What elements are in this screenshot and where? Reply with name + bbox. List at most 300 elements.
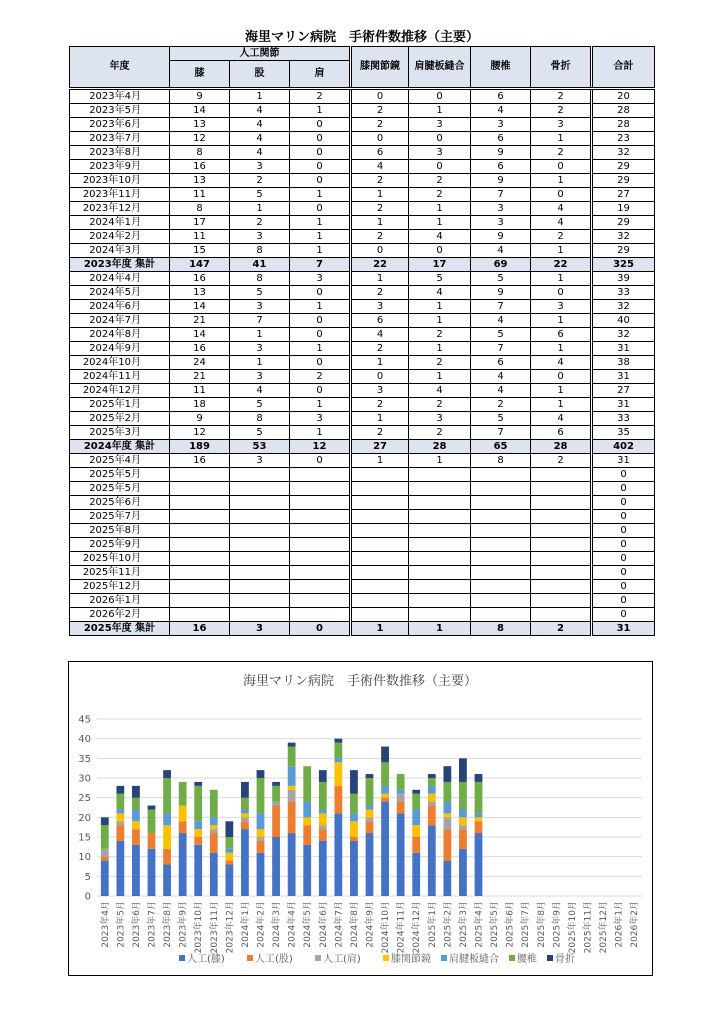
count-cell xyxy=(531,524,591,538)
count-cell xyxy=(170,566,230,580)
stacked-bar-chart xyxy=(69,662,652,975)
month-cell: 2023年10月 xyxy=(70,174,170,188)
bar-segment xyxy=(116,809,124,813)
count-cell: 6 xyxy=(471,160,531,174)
count-cell: 32 xyxy=(593,230,655,244)
header-rotator: 肩腱板縫合 xyxy=(409,47,471,89)
y-tick-label: 45 xyxy=(78,714,91,726)
count-cell: 1 xyxy=(409,370,471,384)
x-tick-label: 2023年8月 xyxy=(163,901,174,948)
count-cell: 2 xyxy=(352,230,409,244)
bar-segment xyxy=(381,762,389,786)
count-cell xyxy=(471,468,531,482)
count-cell xyxy=(352,552,409,566)
count-cell: 7 xyxy=(230,314,290,328)
count-cell: 1 xyxy=(290,342,350,356)
bar-segment xyxy=(443,802,451,814)
bar-segment xyxy=(116,841,124,896)
count-cell: 4 xyxy=(471,384,531,398)
bar-segment xyxy=(443,782,451,802)
bar-segment xyxy=(459,809,467,817)
y-tick-label: 10 xyxy=(78,852,91,864)
count-cell: 1 xyxy=(290,398,350,412)
bar-segment xyxy=(148,849,156,896)
count-cell: 2 xyxy=(471,398,531,412)
bar-segment xyxy=(475,817,483,821)
count-cell: 0 xyxy=(290,146,350,160)
count-cell: 9 xyxy=(471,230,531,244)
count-cell: 0 xyxy=(593,608,655,622)
table-row xyxy=(70,552,655,566)
count-cell xyxy=(409,552,471,566)
table-row xyxy=(70,244,655,258)
table-row xyxy=(70,482,655,496)
count-cell: 1 xyxy=(290,426,350,440)
count-cell: 5 xyxy=(471,328,531,342)
bar-segment xyxy=(163,825,171,849)
x-tick-label: 2023年4月 xyxy=(100,901,111,948)
count-cell: 0 xyxy=(290,454,350,468)
count-cell: 16 xyxy=(170,622,230,636)
bar-segment xyxy=(303,825,311,845)
header-knee: 膝 xyxy=(170,61,230,89)
count-cell: 3 xyxy=(290,272,350,286)
bar-segment xyxy=(475,821,483,833)
count-cell xyxy=(471,580,531,594)
count-cell: 31 xyxy=(593,398,655,412)
count-cell: 325 xyxy=(593,258,655,272)
count-cell: 2 xyxy=(290,89,350,104)
bar-segment xyxy=(210,825,218,829)
legend-swatch xyxy=(441,955,447,961)
count-cell: 0 xyxy=(593,552,655,566)
count-cell: 6 xyxy=(352,314,409,328)
count-cell: 9 xyxy=(471,146,531,160)
count-cell: 8 xyxy=(230,272,290,286)
table-row xyxy=(70,342,655,356)
month-cell: 2025年3月 xyxy=(70,426,170,440)
count-cell: 1 xyxy=(409,300,471,314)
count-cell: 4 xyxy=(230,118,290,132)
count-cell: 38 xyxy=(593,356,655,370)
x-tick-label: 2024年5月 xyxy=(303,901,314,948)
count-cell: 0 xyxy=(290,328,350,342)
chart-x-axis xyxy=(99,901,640,953)
bar-segment xyxy=(210,817,218,825)
count-cell: 2 xyxy=(352,398,409,412)
bar-segment xyxy=(225,821,233,837)
bar-segment xyxy=(366,806,374,810)
count-cell: 28 xyxy=(409,440,471,454)
count-cell: 5 xyxy=(230,398,290,412)
count-cell xyxy=(230,468,290,482)
month-cell: 2024年4月 xyxy=(70,272,170,286)
bar-segment xyxy=(459,782,467,810)
month-cell: 2023年12月 xyxy=(70,202,170,216)
count-cell: 189 xyxy=(170,440,230,454)
month-cell: 2025年8月 xyxy=(70,524,170,538)
bar-segment xyxy=(210,829,218,833)
count-cell: 16 xyxy=(170,272,230,286)
count-cell: 0 xyxy=(593,510,655,524)
bar-segment xyxy=(412,809,420,825)
month-cell: 2025年10月 xyxy=(70,552,170,566)
month-cell: 2025年5月 xyxy=(70,482,170,496)
count-cell xyxy=(409,608,471,622)
table-row xyxy=(70,496,655,510)
count-cell: 7 xyxy=(471,300,531,314)
count-cell: 2 xyxy=(531,230,591,244)
x-tick-label: 2025年3月 xyxy=(458,901,469,948)
summary-row xyxy=(70,440,655,454)
table-row xyxy=(70,426,655,440)
bar-segment xyxy=(116,825,124,841)
count-cell xyxy=(409,580,471,594)
x-tick-label: 2025年4月 xyxy=(474,901,485,948)
table-row xyxy=(70,398,655,412)
count-cell: 0 xyxy=(531,188,591,202)
chart-title: 海里マリン病院 手術件数推移（主要） xyxy=(242,674,478,689)
bar-segment xyxy=(257,813,265,829)
count-cell: 1 xyxy=(230,202,290,216)
bar-segment xyxy=(412,853,420,896)
bar-segment xyxy=(475,813,483,817)
count-cell xyxy=(230,482,290,496)
count-cell xyxy=(170,524,230,538)
month-cell: 2025年9月 xyxy=(70,538,170,552)
bar-segment xyxy=(412,825,420,837)
bar-segment xyxy=(194,786,202,821)
bar-segment xyxy=(319,825,327,829)
x-tick-label: 2026年2月 xyxy=(630,901,641,948)
bar-segment xyxy=(163,770,171,778)
bar-segment xyxy=(428,794,436,802)
count-cell: 65 xyxy=(471,440,531,454)
bar-segment xyxy=(101,857,109,861)
count-cell: 53 xyxy=(230,440,290,454)
bar-segment xyxy=(210,790,218,818)
table-row xyxy=(70,524,655,538)
bar-segment xyxy=(428,774,436,778)
table-row xyxy=(70,580,655,594)
bar-segment xyxy=(225,849,233,853)
month-cell: 2024年1月 xyxy=(70,216,170,230)
header-arthroscopy: 膝関節鏡 xyxy=(352,47,409,89)
count-cell: 13 xyxy=(170,174,230,188)
bar-segment xyxy=(148,806,156,810)
month-cell: 2023年6月 xyxy=(70,118,170,132)
count-cell: 0 xyxy=(409,89,471,104)
count-cell: 0 xyxy=(352,89,409,104)
count-cell xyxy=(290,538,350,552)
count-cell: 4 xyxy=(230,146,290,160)
bar-segment xyxy=(412,790,420,794)
count-cell xyxy=(290,594,350,608)
bar-segment xyxy=(288,786,296,790)
count-cell xyxy=(290,552,350,566)
count-cell: 3 xyxy=(471,202,531,216)
count-cell: 0 xyxy=(290,202,350,216)
count-cell xyxy=(409,524,471,538)
month-cell: 2024年10月 xyxy=(70,356,170,370)
count-cell: 2 xyxy=(409,426,471,440)
count-cell: 4 xyxy=(531,202,591,216)
month-cell: 2023年8月 xyxy=(70,146,170,160)
count-cell: 12 xyxy=(290,440,350,454)
count-cell xyxy=(290,566,350,580)
x-tick-label: 2024年8月 xyxy=(349,901,360,948)
count-cell xyxy=(230,538,290,552)
count-cell: 1 xyxy=(531,398,591,412)
count-cell: 0 xyxy=(290,314,350,328)
bar-segment xyxy=(334,743,342,759)
bar-segment xyxy=(101,861,109,896)
bar-segment xyxy=(257,841,265,853)
bar-segment xyxy=(443,861,451,896)
count-cell xyxy=(170,580,230,594)
count-cell: 2 xyxy=(230,216,290,230)
count-cell: 6 xyxy=(471,89,531,104)
count-cell: 5 xyxy=(471,272,531,286)
bar-segment xyxy=(132,845,140,896)
count-cell: 1 xyxy=(352,216,409,230)
bar-segment xyxy=(366,778,374,806)
count-cell xyxy=(471,594,531,608)
count-cell: 9 xyxy=(170,412,230,426)
x-tick-label: 2025年8月 xyxy=(536,901,547,948)
count-cell: 15 xyxy=(170,244,230,258)
count-cell: 0 xyxy=(593,566,655,580)
count-cell xyxy=(409,594,471,608)
month-cell: 2024年7月 xyxy=(70,314,170,328)
legend-label: 膝関節鏡 xyxy=(391,954,431,965)
count-cell xyxy=(290,580,350,594)
page-title: 海里マリン病院 手術件数推移（主要） xyxy=(244,30,479,45)
bar-segment xyxy=(225,837,233,849)
count-cell xyxy=(170,538,230,552)
count-cell xyxy=(352,468,409,482)
count-cell: 27 xyxy=(593,188,655,202)
count-cell: 8 xyxy=(471,454,531,468)
header-year: 年度 xyxy=(70,47,170,89)
count-cell: 0 xyxy=(593,468,655,482)
bar-segment xyxy=(194,829,202,837)
bar-segment xyxy=(116,813,124,821)
summary-label: 2024年度 集計 xyxy=(70,440,170,454)
count-cell xyxy=(352,510,409,524)
count-cell: 21 xyxy=(170,370,230,384)
count-cell: 1 xyxy=(290,104,350,118)
count-cell: 3 xyxy=(409,118,471,132)
count-cell: 3 xyxy=(230,370,290,384)
x-tick-label: 2025年2月 xyxy=(443,901,454,948)
count-cell xyxy=(409,482,471,496)
count-cell xyxy=(352,482,409,496)
y-tick-label: 40 xyxy=(78,734,91,746)
bar-segment xyxy=(428,802,436,806)
bar-segment xyxy=(397,794,405,802)
count-cell: 1 xyxy=(230,356,290,370)
header-shoulder: 肩 xyxy=(290,61,350,89)
y-tick-label: 15 xyxy=(78,832,91,844)
count-cell: 8 xyxy=(230,412,290,426)
count-cell: 0 xyxy=(352,244,409,258)
header-fracture: 骨折 xyxy=(531,47,591,89)
bar-segment xyxy=(303,817,311,825)
count-cell: 0 xyxy=(290,118,350,132)
bar-segment xyxy=(303,766,311,801)
month-cell: 2023年5月 xyxy=(70,104,170,118)
bar-segment xyxy=(350,770,358,794)
bar-segment xyxy=(334,758,342,762)
table-row xyxy=(70,454,655,468)
table-row xyxy=(70,328,655,342)
count-cell: 29 xyxy=(593,244,655,258)
count-cell: 4 xyxy=(471,104,531,118)
x-tick-label: 2023年9月 xyxy=(178,901,189,948)
count-cell xyxy=(471,510,531,524)
bar-segment xyxy=(194,821,202,829)
x-tick-label: 2026年1月 xyxy=(614,901,625,948)
count-cell: 6 xyxy=(352,146,409,160)
table-row xyxy=(70,272,655,286)
count-cell: 0 xyxy=(593,538,655,552)
bar-segment xyxy=(319,782,327,810)
summary-label: 2023年度 集計 xyxy=(70,258,170,272)
count-cell: 1 xyxy=(290,244,350,258)
bar-segment xyxy=(272,782,280,786)
count-cell: 19 xyxy=(593,202,655,216)
count-cell: 17 xyxy=(409,258,471,272)
x-tick-label: 2025年10月 xyxy=(567,901,578,954)
bar-segment xyxy=(366,817,374,821)
count-cell: 8 xyxy=(230,244,290,258)
month-cell: 2026年2月 xyxy=(70,608,170,622)
count-cell: 1 xyxy=(290,300,350,314)
y-tick-label: 30 xyxy=(78,773,91,785)
count-cell: 13 xyxy=(170,286,230,300)
bar-segment xyxy=(225,865,233,896)
count-cell: 16 xyxy=(170,342,230,356)
count-cell: 1 xyxy=(352,412,409,426)
count-cell: 1 xyxy=(409,104,471,118)
table-row xyxy=(70,118,655,132)
bar-segment xyxy=(163,849,171,865)
bar-segment xyxy=(443,817,451,829)
count-cell: 4 xyxy=(352,160,409,174)
month-cell: 2026年1月 xyxy=(70,594,170,608)
bar-segment xyxy=(132,829,140,845)
count-cell: 40 xyxy=(593,314,655,328)
bar-segment xyxy=(257,770,265,778)
count-cell: 4 xyxy=(409,286,471,300)
count-cell xyxy=(352,566,409,580)
count-cell: 2 xyxy=(531,104,591,118)
count-cell: 29 xyxy=(593,174,655,188)
count-cell xyxy=(471,566,531,580)
x-tick-label: 2025年12月 xyxy=(599,901,610,954)
month-cell: 2024年8月 xyxy=(70,328,170,342)
count-cell xyxy=(170,496,230,510)
bar-segment xyxy=(397,802,405,814)
count-cell: 0 xyxy=(409,160,471,174)
x-tick-label: 2023年6月 xyxy=(131,901,142,948)
count-cell: 0 xyxy=(352,370,409,384)
count-cell xyxy=(170,594,230,608)
bar-segment xyxy=(428,786,436,794)
count-cell xyxy=(531,496,591,510)
bar-segment xyxy=(288,833,296,896)
count-cell: 0 xyxy=(531,160,591,174)
chart-y-axis xyxy=(78,715,91,903)
count-cell: 7 xyxy=(471,342,531,356)
month-cell: 2024年9月 xyxy=(70,342,170,356)
count-cell: 3 xyxy=(471,216,531,230)
count-cell: 0 xyxy=(593,594,655,608)
count-cell: 6 xyxy=(531,328,591,342)
bar-segment xyxy=(475,782,483,813)
count-cell: 0 xyxy=(409,244,471,258)
x-tick-label: 2025年1月 xyxy=(427,901,438,948)
count-cell: 2 xyxy=(352,104,409,118)
table-row xyxy=(70,314,655,328)
bar-segment xyxy=(241,821,249,829)
bar-segment xyxy=(179,833,187,896)
bar-segment xyxy=(428,806,436,826)
count-cell: 7 xyxy=(471,188,531,202)
count-cell: 3 xyxy=(230,230,290,244)
x-tick-label: 2023年7月 xyxy=(147,901,158,948)
count-cell: 3 xyxy=(230,622,290,636)
count-cell: 147 xyxy=(170,258,230,272)
count-cell: 22 xyxy=(352,258,409,272)
bar-segment xyxy=(412,837,420,853)
surgery-table xyxy=(69,46,655,636)
count-cell: 2 xyxy=(531,146,591,160)
count-cell: 2 xyxy=(352,118,409,132)
month-cell: 2024年5月 xyxy=(70,286,170,300)
month-cell: 2025年5月 xyxy=(70,468,170,482)
bar-segment xyxy=(303,845,311,896)
bar-segment xyxy=(350,794,358,814)
count-cell: 29 xyxy=(593,160,655,174)
count-cell: 1 xyxy=(531,384,591,398)
count-cell xyxy=(230,608,290,622)
bar-segment xyxy=(319,841,327,896)
count-cell xyxy=(230,552,290,566)
count-cell: 3 xyxy=(352,300,409,314)
bar-segment xyxy=(210,853,218,896)
count-cell xyxy=(290,468,350,482)
x-tick-label: 2024年6月 xyxy=(318,901,329,948)
count-cell: 0 xyxy=(531,286,591,300)
count-cell: 5 xyxy=(471,412,531,426)
chart-legend xyxy=(179,952,575,965)
y-tick-label: 5 xyxy=(84,871,91,883)
bar-segment xyxy=(334,786,342,814)
count-cell: 1 xyxy=(531,342,591,356)
table-row xyxy=(70,160,655,174)
count-cell: 17 xyxy=(170,216,230,230)
count-cell xyxy=(471,538,531,552)
count-cell: 16 xyxy=(170,160,230,174)
x-tick-label: 2024年4月 xyxy=(287,901,298,948)
legend-swatch xyxy=(383,955,389,961)
count-cell: 6 xyxy=(471,132,531,146)
bar-segment xyxy=(459,758,467,782)
count-cell: 2 xyxy=(531,89,591,104)
x-tick-label: 2025年7月 xyxy=(521,901,532,948)
